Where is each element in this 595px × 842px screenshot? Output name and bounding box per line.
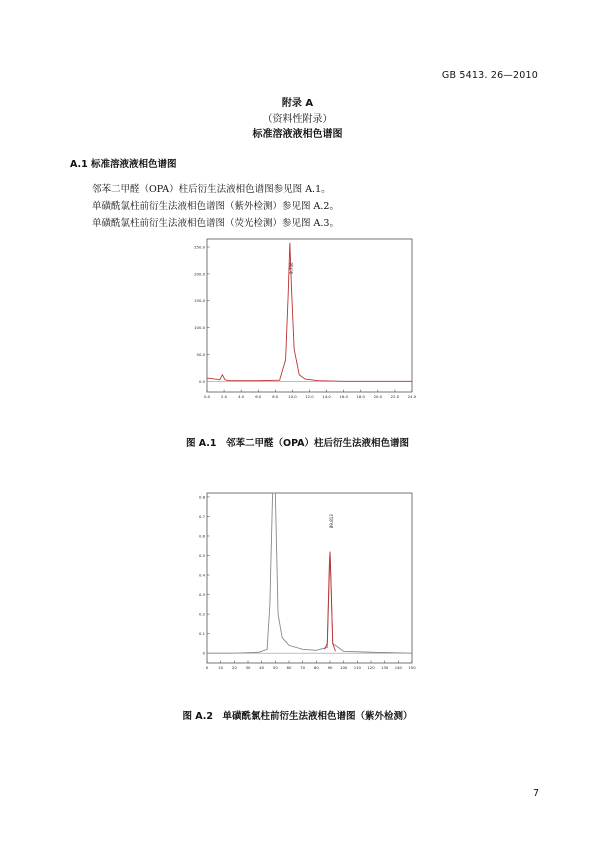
x-tick-label: 2.0 — [221, 394, 228, 399]
x-tick-label: 140 — [394, 665, 402, 670]
page-number: 7 — [532, 788, 539, 799]
x-tick-label: 0 — [205, 665, 209, 670]
appendix-name: 标准溶液液相色谱图 — [252, 129, 343, 140]
x-tick-label: 130 — [381, 665, 389, 670]
x-tick-label: 4.0 — [238, 394, 245, 399]
y-tick-label: 0.0 — [198, 378, 205, 384]
x-tick-label: 24.0 — [407, 394, 417, 399]
x-tick-label: 60 — [286, 665, 292, 670]
y-tick-label: 0.8 — [198, 494, 205, 500]
appendix-title: 附录 A — [281, 98, 314, 109]
x-tick-label: 50 — [272, 665, 278, 670]
x-tick-label: 10.0 — [288, 394, 297, 399]
x-tick-label: 100 — [340, 665, 348, 670]
chromatogram-a2 — [190, 490, 420, 685]
x-tick-label: 120 — [367, 665, 375, 670]
paragraph: 单磺酰氯柱前衍生法液相色谱图（紫外检测）参见图 A.2。 — [92, 201, 339, 212]
y-tick-label: 250.0 — [194, 244, 205, 250]
x-tick-label: 0.0 — [203, 394, 211, 399]
x-tick-label: 110 — [353, 665, 361, 670]
y-tick-label: 50.0 — [196, 351, 205, 357]
section-heading: A.1 标准溶液液相色谱图 — [70, 159, 177, 170]
peak-label: 9.730 — [288, 262, 294, 274]
chromatogram-a1 — [190, 236, 420, 416]
x-tick-label: 20 — [231, 665, 237, 670]
x-tick-label: 40 — [259, 665, 265, 670]
x-tick-label: 8.0 — [272, 394, 279, 399]
x-tick-label: 70 — [300, 665, 306, 670]
standard-number: GB 5413. 26—2010 — [441, 70, 538, 81]
figure-caption: 图 A.1 邻苯二甲醛（OPA）柱后衍生法液相色谱图 — [185, 438, 410, 449]
x-tick-label: 150 — [408, 665, 416, 670]
y-tick-label: 0.1 — [198, 631, 205, 637]
peak-label: 89.813 — [329, 514, 334, 529]
y-tick-label: 100.0 — [194, 325, 205, 331]
x-tick-label: 22.0 — [390, 394, 400, 399]
appendix-subtitle: （资料性附录） — [262, 114, 333, 125]
x-tick-label: 16.0 — [339, 394, 348, 399]
y-tick-label: 0.7 — [198, 513, 205, 519]
y-tick-label: 0.6 — [198, 533, 205, 539]
y-tick-label: 200.0 — [194, 271, 205, 277]
y-tick-label: 0.2 — [198, 611, 205, 617]
y-tick-label: 0.5 — [198, 553, 205, 559]
x-tick-label: 20.0 — [373, 394, 383, 399]
paragraph: 单磺酰氯柱前衍生法液相色谱图（荧光检测）参见图 A.3。 — [92, 218, 339, 229]
y-tick-label: 0 — [202, 650, 205, 656]
x-tick-label: 90 — [327, 665, 333, 670]
y-tick-label: 0.3 — [198, 592, 205, 598]
plot-frame — [207, 493, 412, 663]
y-tick-label: 150.0 — [194, 298, 205, 304]
x-tick-label: 6.0 — [255, 394, 262, 399]
x-tick-label: 10 — [218, 665, 224, 670]
figure-caption: 图 A.2 单磺酰氯柱前衍生法液相色谱图（紫外检测） — [182, 711, 413, 722]
x-tick-label: 30 — [245, 665, 251, 670]
paragraph: 邻苯二甲醛（OPA）柱后衍生法液相色谱图参见图 A.1。 — [92, 184, 331, 195]
x-tick-label: 14.0 — [322, 394, 331, 399]
x-tick-label: 80 — [313, 665, 319, 670]
plot-frame — [207, 239, 412, 392]
x-tick-label: 18.0 — [356, 394, 365, 399]
y-tick-label: 0.4 — [198, 572, 205, 578]
x-tick-label: 12.0 — [305, 394, 314, 399]
